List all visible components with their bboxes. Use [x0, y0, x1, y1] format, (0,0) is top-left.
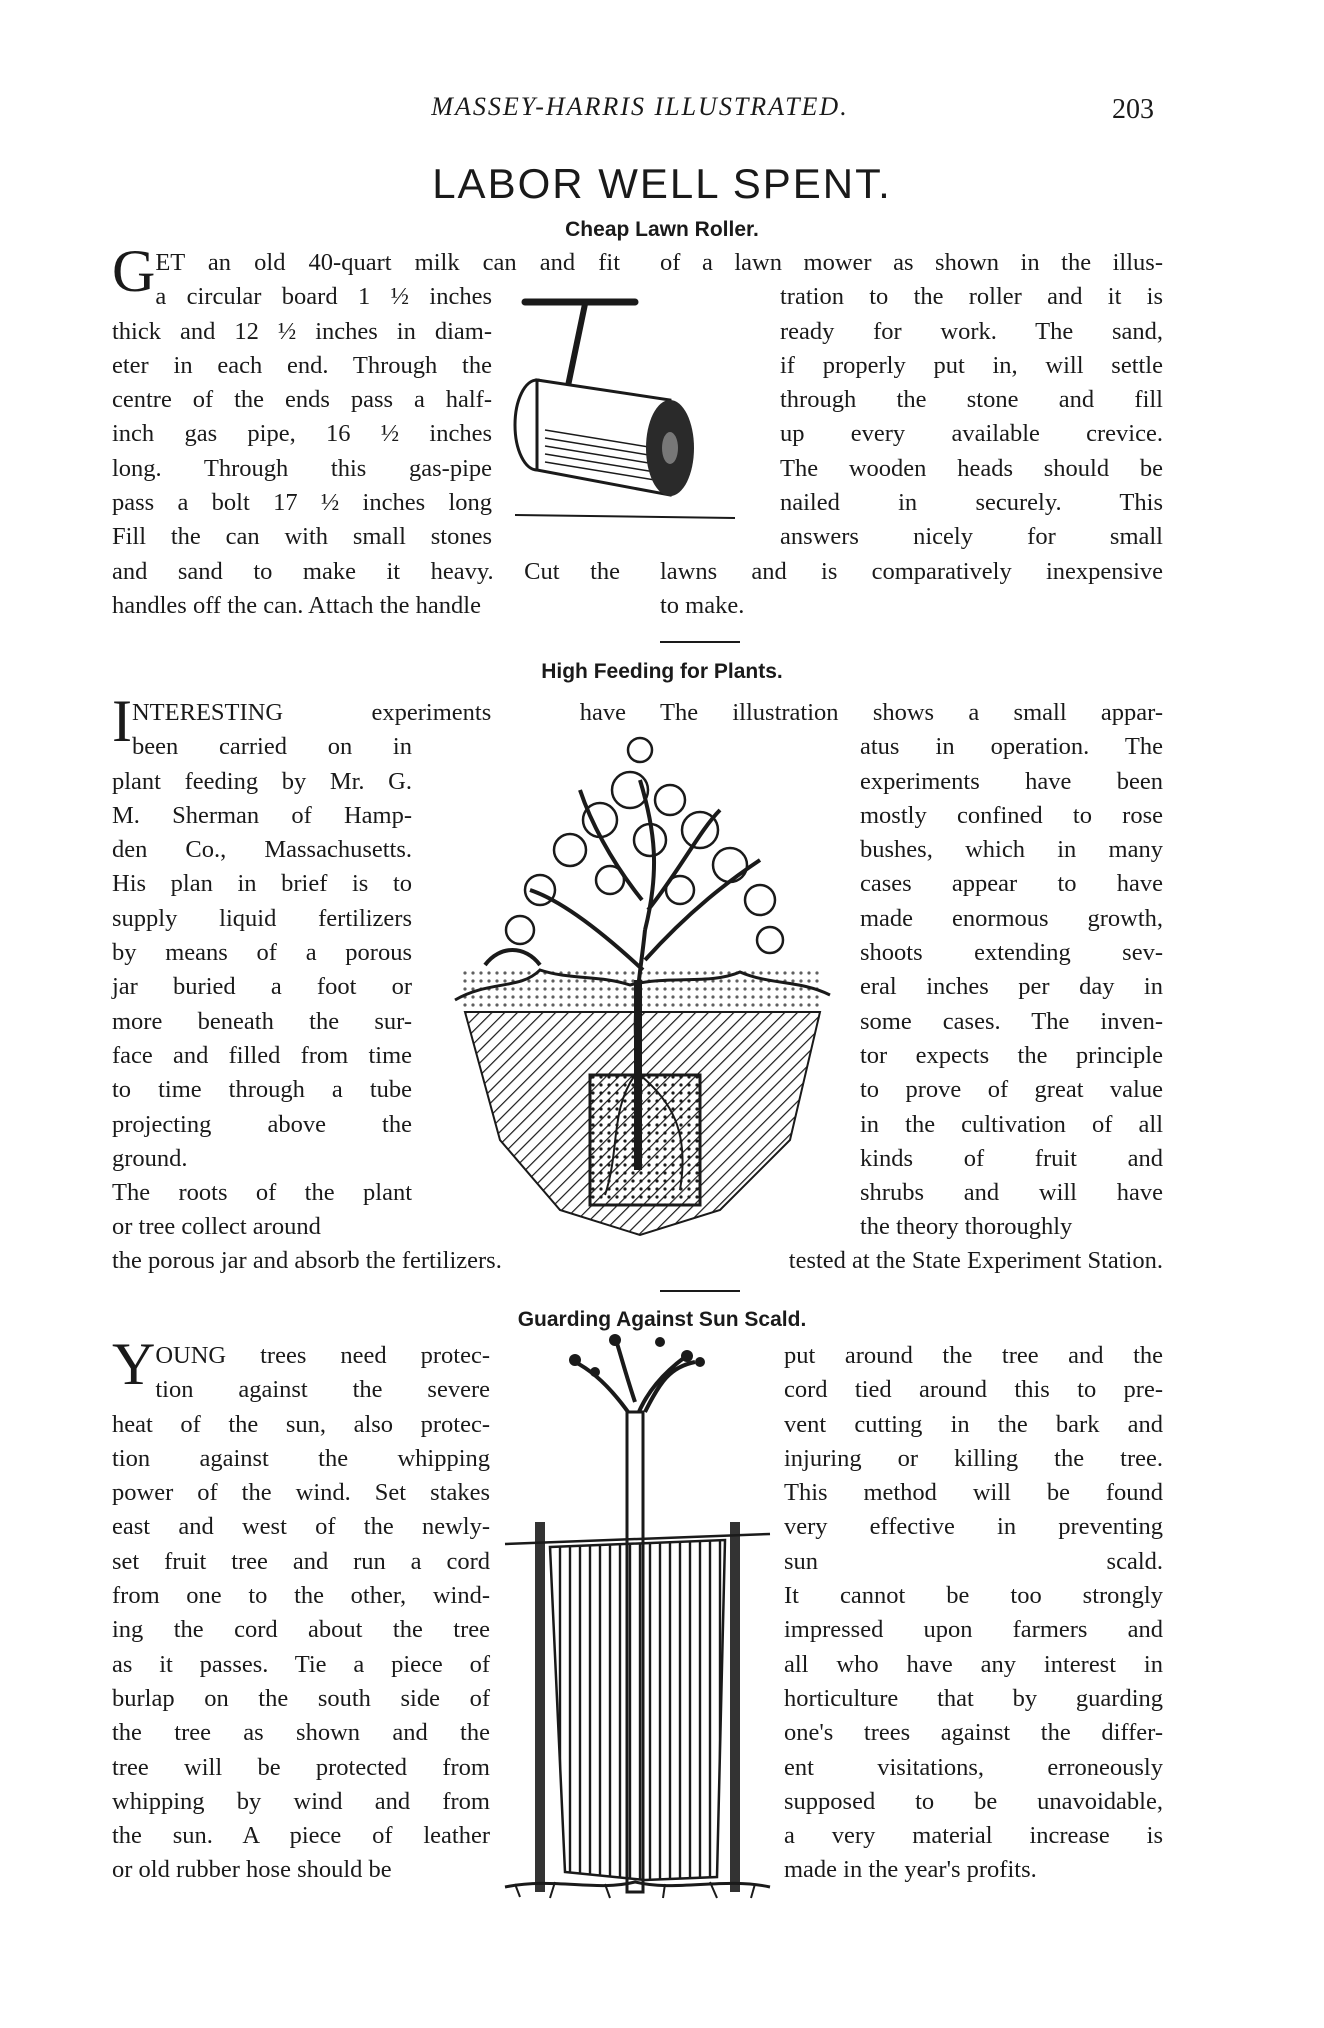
text-line: tion against the whipping: [112, 1444, 490, 1472]
text-line: set fruit tree and run a cord: [112, 1547, 490, 1575]
lawn-roller-illustration: [505, 290, 755, 535]
text-line: eral inches per day in: [860, 973, 1163, 1001]
text-line: projecting above the: [112, 1110, 412, 1138]
section-divider: [660, 641, 740, 643]
text-line: thick and 12 ½ inches in diam-: [112, 317, 492, 345]
drop-cap: I: [112, 688, 132, 754]
text-line: up every available crevice.: [780, 420, 1163, 448]
text-line: ready for work. The sand,: [780, 317, 1163, 345]
text-line: tion against the severe: [155, 1376, 490, 1404]
page-number: 203: [1112, 94, 1154, 125]
text-line: all who have any interest in: [784, 1650, 1163, 1678]
drop-cap: Y: [112, 1331, 156, 1397]
text-line: tree will be protected from: [112, 1753, 490, 1781]
text-line: eter in each end. Through the: [112, 351, 492, 379]
text-line: mostly confined to rose: [860, 801, 1163, 829]
text-line: jar buried a foot or: [112, 973, 412, 1001]
text-line: some cases. The inven-: [860, 1007, 1163, 1035]
text-line: power of the wind. Set stakes: [112, 1479, 490, 1507]
text-line: ground.: [112, 1144, 188, 1172]
running-title: MASSEY-HARRIS ILLUSTRATED.: [431, 92, 849, 121]
text-line: if properly put in, will settle: [780, 351, 1163, 379]
text-line: tration to the roller and it is: [780, 283, 1163, 311]
text-line: through the stone and fill: [780, 386, 1163, 414]
text-line: a circular board 1 ½ inches: [155, 283, 492, 311]
text-line: one's trees against the differ-: [784, 1719, 1163, 1747]
text-line: His plan in brief is to: [112, 870, 412, 898]
high-feeding-closing-left: the porous jar and absorb the fertilizers.: [112, 1247, 502, 1274]
text-line: burlap on the south side of: [112, 1684, 490, 1712]
text-line: very effective in preventing: [784, 1513, 1163, 1541]
text-line: put around the tree and the: [784, 1342, 1163, 1369]
text-line: as it passes. Tie a piece of: [112, 1650, 490, 1678]
text-line: answers nicely for small: [780, 523, 1163, 551]
text-line: heat of the sun, also protec-: [112, 1410, 490, 1438]
text-line: more beneath the sur-: [112, 1007, 412, 1035]
text-line: tor expects the principle: [860, 1041, 1163, 1069]
text-line: to prove of great value: [860, 1076, 1163, 1104]
text-line: The illustration shows a small appar-: [660, 699, 1163, 726]
drop-cap: G: [112, 238, 156, 304]
text-line: injuring or killing the tree.: [784, 1444, 1163, 1472]
text-line: supposed to be unavoidable,: [784, 1787, 1163, 1815]
text-line: impressed upon farmers and: [784, 1616, 1163, 1644]
text-line: shoots extending sev-: [860, 939, 1163, 967]
text-line: kinds of fruit and: [860, 1144, 1163, 1172]
text-line: atus in operation. The: [860, 733, 1163, 761]
text-line: or tree collect around: [112, 1213, 321, 1241]
sun-scald-text-right: [784, 1339, 1163, 1888]
text-line: experiments have been: [860, 767, 1163, 795]
text-line: handles off the can. Attach the handle: [112, 591, 481, 619]
plant-feeding-illustration: [430, 730, 850, 1250]
text-line: The roots of the plant: [112, 1179, 412, 1207]
text-line: It cannot be too strongly: [784, 1582, 1163, 1610]
text-line: the tree as shown and the: [112, 1719, 490, 1747]
section-divider: [660, 1290, 740, 1292]
text-line: M. Sherman of Hamp-: [112, 801, 412, 829]
text-line: in the cultivation of all: [860, 1110, 1163, 1138]
text-line: a very material increase is: [784, 1822, 1163, 1850]
text-line: ET an old 40-quart milk can and fit: [155, 249, 620, 276]
text-line: and sand to make it heavy. Cut the: [112, 557, 620, 585]
text-line: shrubs and will have: [860, 1179, 1163, 1207]
text-line: inch gas pipe, 16 ½ inches: [112, 420, 492, 448]
article-title: LABOR WELL SPENT.: [432, 160, 892, 207]
text-line: The wooden heads should be: [780, 454, 1163, 482]
text-line: east and west of the newly-: [112, 1513, 490, 1541]
text-line: long. Through this gas-pipe: [112, 454, 492, 482]
high-feeding-closing-right: tested at the State Experiment Station.: [788, 1247, 1163, 1274]
text-line: Fill the can with small stones: [112, 523, 492, 551]
text-line: nailed in securely. This: [780, 489, 1163, 517]
high-feeding-closing-line: [112, 1244, 1163, 1278]
text-line: to time through a tube: [112, 1076, 412, 1104]
text-line: cases appear to have: [860, 870, 1163, 898]
text-line: bushes, which in many: [860, 836, 1163, 864]
text-line: sun scald.: [784, 1547, 1163, 1575]
text-line: lawns and is comparatively inexpensive: [660, 557, 1163, 585]
text-line: ing the cord about the tree: [112, 1616, 490, 1644]
text-line: OUNG trees need protec-: [155, 1342, 490, 1369]
text-line: supply liquid fertilizers: [112, 904, 412, 932]
text-line: centre of the ends pass a half-: [112, 386, 492, 414]
text-line: pass a bolt 17 ½ inches long: [112, 489, 492, 517]
text-line: made enormous growth,: [860, 904, 1163, 932]
text-line: This method will be found: [784, 1479, 1163, 1507]
text-line: face and filled from time: [112, 1041, 412, 1069]
text-line: or old rubber hose should be: [112, 1856, 392, 1884]
text-line: vent cutting in the bark and: [784, 1410, 1163, 1438]
text-line: horticulture that by guarding: [784, 1684, 1163, 1712]
text-line: by means of a porous: [112, 939, 412, 967]
tree-burlap-illustration: [495, 1332, 780, 1902]
text-line: whipping by wind and from: [112, 1787, 490, 1815]
text-line: been carried on in: [131, 733, 412, 761]
text-line: of a lawn mower as shown in the illus-: [660, 249, 1163, 276]
text-line: NTERESTING experiments have: [131, 699, 626, 726]
text-line: made in the year's profits.: [784, 1856, 1037, 1884]
text-line: plant feeding by Mr. G.: [112, 767, 412, 795]
section-heading-sun-scald: Guarding Against Sun Scald.: [517, 1308, 807, 1331]
sun-scald-text-left: [112, 1331, 490, 1888]
text-line: from one to the other, wind-: [112, 1582, 490, 1610]
text-line: to make.: [660, 591, 745, 619]
text-line: cord tied around this to pre-: [784, 1376, 1163, 1404]
section-heading-lawn-roller: Cheap Lawn Roller.: [565, 218, 759, 241]
text-line: the sun. A piece of leather: [112, 1822, 490, 1850]
text-line: the theory thoroughly: [860, 1213, 1073, 1241]
section-heading-high-feeding: High Feeding for Plants.: [541, 660, 783, 683]
text-line: den Co., Massachusetts.: [112, 836, 412, 864]
text-line: ent visitations, erroneously: [784, 1753, 1163, 1781]
